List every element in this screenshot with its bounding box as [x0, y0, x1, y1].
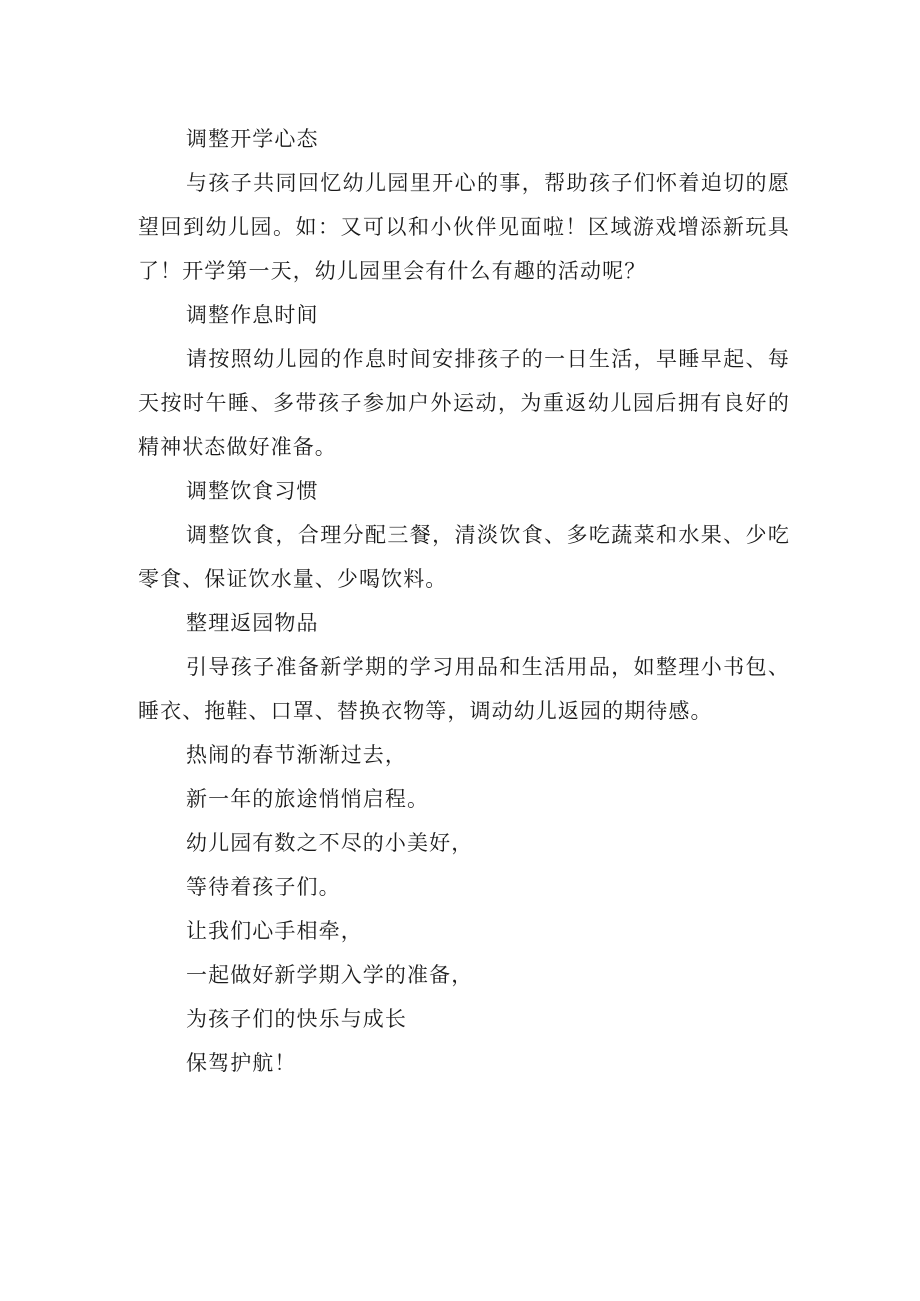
section-paragraph: 调整饮食，合理分配三餐，清淡饮食、多吃蔬菜和水果、少吃零食、保证饮水量、少喝饮料。: [138, 523, 790, 591]
closing-poem: [138, 733, 790, 1085]
poem-line: 幼儿园有数之不尽的小美好，: [186, 831, 474, 855]
section-heading: 调整开学心态: [186, 127, 319, 151]
section-diet: [138, 469, 790, 601]
section-paragraph: 引导孩子准备新学期的学习用品和生活用品，如整理小书包、睡衣、拖鞋、口罩、替换衣物等，调动幼儿返园的期待感。: [138, 655, 790, 723]
section-heading: 整理返园物品: [186, 611, 319, 635]
poem-line: 等待着孩子们。: [186, 875, 341, 899]
poem-line: 让我们心手相牵，: [186, 919, 363, 943]
poem-line: 保驾护航！: [186, 1051, 297, 1075]
section-schedule: [138, 293, 790, 469]
section-heading: 调整饮食习惯: [186, 479, 319, 503]
section-paragraph: 与孩子共同回忆幼儿园里开心的事，帮助孩子们怀着迫切的愿望回到幼儿园。如：又可以和小伙伴见面啦！区域游戏增添新玩具了！开学第一天，幼儿园里会有什么有趣的活动呢？: [138, 171, 790, 283]
section-belongings: [138, 601, 790, 733]
poem-line: 热闹的春节渐渐过去，: [186, 743, 407, 767]
poem-line: 为孩子们的快乐与成长: [186, 1007, 407, 1031]
section-paragraph: 请按照幼儿园的作息时间安排孩子的一日生活，早睡早起、每天按时午睡、多带孩子参加户外运动，为重返幼儿园后拥有良好的精神状态做好准备。: [138, 347, 790, 459]
section-mindset: [138, 117, 790, 293]
poem-line: 新一年的旅途悄悄启程。: [186, 787, 430, 811]
poem-line: 一起做好新学期入学的准备，: [186, 963, 474, 987]
document-body: [138, 117, 790, 1085]
section-heading: 调整作息时间: [186, 303, 319, 327]
